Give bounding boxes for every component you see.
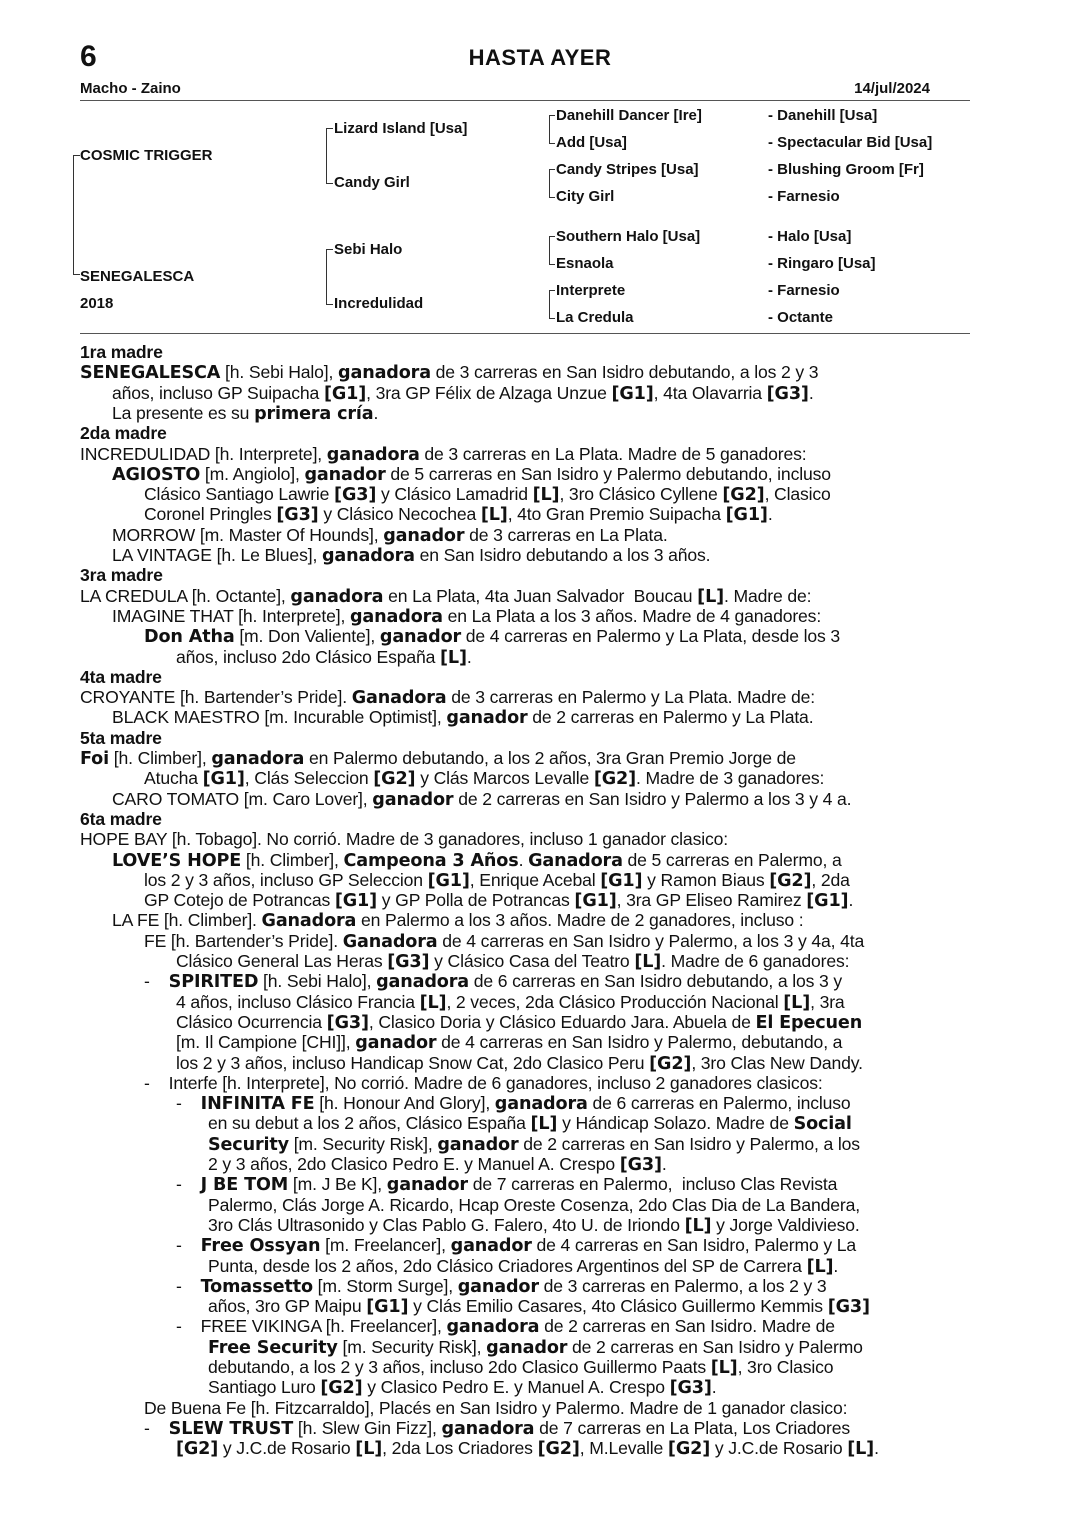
pedigree-divider <box>80 333 970 334</box>
horse-name: HASTA AYER <box>468 45 612 70</box>
text-line: Free Security [m. Security Risk], ganador de 2 carreras en San Isidro y Palermo <box>208 1336 863 1358</box>
text-line: Clásico Ocurrencia [G3], Clasico Doria y Clásico Eduardo Jara. Abuela de El Epecuen <box>176 1011 863 1033</box>
text-line: Coronel Pringles [G3] y Clásico Necochea [L], 4to Gran Premio Suipacha [G1]. <box>144 504 773 526</box>
pedigree-gen4-8: - Octante <box>768 309 834 326</box>
text-line: LA VINTAGE [h. Le Blues], ganadora en San Isidro debutando a los 3 años. <box>112 545 711 566</box>
pedigree-gen3-4: City Girl <box>556 188 615 205</box>
gen3-bracket-2 <box>549 169 555 198</box>
foaling-year: 2018 <box>80 295 114 312</box>
text-line: Atucha [G1], Clás Seleccion [G2] y Clás Marcos Levalle [G2]. Madre de 3 ganadores: <box>144 768 825 790</box>
pedigree-gen4-7: - Farnesio <box>768 282 840 299</box>
pedigree-gen3-8: La Credula <box>556 309 634 326</box>
text-line: INCREDULIDAD [h. Interprete], ganadora de 3 carreras en La Plata. Madre de 5 ganadores: <box>80 443 807 465</box>
dam-name: SENEGALESCA <box>80 268 195 285</box>
pedigree-gen2-3: Sebi Halo <box>334 241 403 258</box>
text-line: Santiago Luro [G2] y Clasico Pedro E. y Manuel A. Crespo [G3]. <box>208 1377 717 1399</box>
text-line: SENEGALESCA [h. Sebi Halo], ganadora de 3 carreras en San Isidro debutando, a los 2 y 3 <box>80 362 819 384</box>
text-line: Punta, desde los 2 años, 2do Clásico Criadores Argentinos del SP de Carrera [L]. <box>208 1255 839 1277</box>
text-line: - Interfe [h. Interprete], No corrió. Madre de 6 ganadores, incluso 2 ganadores clasicos: <box>144 1072 823 1093</box>
text-line: - Free Ossyan [m. Freelancer], ganador de 4 carreras en San Isidro, Palermo y La <box>176 1235 857 1257</box>
section-heading: 6ta madre <box>80 808 162 829</box>
pedigree-gen2-4: Incredulidad <box>334 295 424 312</box>
pedigree-gen3-5: Southern Halo [Usa] <box>556 228 701 245</box>
gen3-bracket-4 <box>549 290 555 319</box>
text-line: - INFINITA FE [h. Honour And Glory], ganadora de 6 carreras en Palermo, incluso <box>176 1093 851 1115</box>
text-line: MORROW [m. Master Of Hounds], ganador de 3 carreras en La Plata. <box>112 524 668 546</box>
text-line: GP Cotejo de Potrancas [G1] y GP Polla de Potrancas [G1], 3ra GP Eliseo Ramirez [G1]. <box>144 890 854 912</box>
dam-line-bracket <box>326 249 333 305</box>
text-line: AGIOSTO [m. Angiolo], ganador de 5 carreras en San Isidro y Palermo debutando, incluso <box>112 463 831 485</box>
pedigree-gen4-1: - Danehill [Usa] <box>768 107 878 124</box>
sire-name: COSMIC TRIGGER <box>80 147 213 164</box>
sex-color: Macho - Zaino <box>80 80 181 97</box>
gen3-bracket-1 <box>549 115 555 144</box>
text-line: FE [h. Bartender’s Pride]. Ganadora de 4 carreras en San Isidro y Palermo, a los 3 y 4a, 4ta <box>144 930 865 952</box>
text-line: CARO TOMATO [m. Caro Lover], ganador de 2 carreras en San Isidro y Palermo a los 3 y 4 a. <box>112 788 852 810</box>
lot-number: 6 <box>80 40 97 73</box>
pedigree-gen4-2: - Spectacular Bid [Usa] <box>768 134 933 151</box>
catalog-date: 14/jul/2024 <box>854 80 930 97</box>
text-line: Foi [h. Climber], ganadora en Palermo debutando, a los 2 años, 3ra Gran Premio Jorge de <box>80 748 796 769</box>
text-line: 3ro Clás Ultrasonido y Clas Pablo G. Falero, 4to U. de Iriondo [L] y Jorge Valdivieso. <box>208 1214 860 1236</box>
gen3-bracket-3 <box>549 236 555 265</box>
sire-line-bracket <box>326 128 333 184</box>
text-line: Security [m. Security Risk], ganador de 2 carreras en San Isidro y Palermo, a los <box>208 1133 860 1155</box>
sire-dam-bracket <box>73 155 80 275</box>
text-line: años, incluso GP Suipacha [G1], 3ra GP Félix de Alzaga Unzue [G1], 4ta Olavarria [G3]. <box>112 382 814 404</box>
text-line: De Buena Fe [h. Fitzcarraldo], Placés en San Isidro y Palermo. Madre de 1 ganador clasico: <box>144 1397 848 1418</box>
pedigree-gen4-6: - Ringaro [Usa] <box>768 255 876 272</box>
text-line: los 2 y 3 años, incluso GP Seleccion [G1], Enrique Acebal [G1] y Ramon Biaus [G2], 2da <box>144 869 850 891</box>
text-line: Don Atha [m. Don Valiente], ganador de 4 carreras en Palermo y La Plata, desde los 3 <box>144 626 841 648</box>
text-line: 4 años, incluso Clásico Francia [L], 2 veces, 2da Clásico Producción Nacional [L], 3ra <box>176 991 845 1013</box>
text-line: Clásico Santiago Lawrie [G3] y Clásico Lamadrid [L], 3ro Clásico Cyllene [G2], Clasico <box>144 484 831 506</box>
pedigree-gen4-5: - Halo [Usa] <box>768 228 852 245</box>
section-heading: 5ta madre <box>80 727 162 748</box>
text-line: los 2 y 3 años, incluso Handicap Snow Cat, 2do Clasico Peru [G2], 3ro Clas New Dandy. <box>176 1052 863 1074</box>
text-line: [m. Il Campione [CHI]], ganador de 4 carreras en San Isidro y Palermo, debutando, a <box>176 1032 843 1054</box>
top-divider <box>80 100 970 101</box>
text-line: - Tomassetto [m. Storm Surge], ganador de 3 carreras en Palermo, a los 2 y 3 <box>176 1275 827 1297</box>
text-line: BLACK MAESTRO [m. Incurable Optimist], ganador de 2 carreras en Palermo y La Plata. <box>112 707 814 729</box>
pedigree-gen3-1: Danehill Dancer [Ire] <box>556 107 702 124</box>
pedigree-gen4-4: - Farnesio <box>768 188 840 205</box>
text-line: 2 y 3 años, 2do Clasico Pedro E. y Manuel A. Crespo [G3]. <box>208 1154 667 1175</box>
text-line: en su debut a los 2 años, Clásico España [L] y Hándicap Solazo. Madre de Social <box>208 1113 852 1135</box>
pedigree-gen2-2: Candy Girl <box>334 174 410 191</box>
section-heading: 1ra madre <box>80 342 163 362</box>
pedigree-gen2-1: Lizard Island [Usa] <box>334 120 468 137</box>
text-line: - SPIRITED [h. Sebi Halo], ganadora de 6 carreras en San Isidro debutando, a los 3 y <box>144 971 843 993</box>
pedigree-gen3-6: Esnaola <box>556 255 614 272</box>
pedigree-gen3-7: Interprete <box>556 282 626 299</box>
text-line: LOVE’S HOPE [h. Climber], Campeona 3 Años. Ganadora de 5 carreras en Palermo, a <box>112 849 842 871</box>
section-heading: 4ta madre <box>80 666 162 687</box>
text-line: - J BE TOM [m. J Be K], ganador de 7 carreras en Palermo, incluso Clas Revista <box>176 1174 838 1196</box>
text-line: años, 3ro GP Maipu [G1] y Clás Emilio Casares, 4to Clásico Guillermo Kemmis [G3] <box>208 1296 870 1318</box>
text-line: Palermo, Clás Jorge A. Ricardo, Hcap Oreste Cosenza, 2do Clas Dia de La Bandera, <box>208 1194 861 1215</box>
text-line: - FREE VIKINGA [h. Freelancer], ganadora de 2 carreras en San Isidro. Madre de <box>176 1316 835 1338</box>
pedigree-gen3-3: Candy Stripes [Usa] <box>556 161 699 178</box>
text-line: LA CREDULA [h. Octante], ganadora en La Plata, 4ta Juan Salvador Boucau [L]. Madre de: <box>80 585 812 607</box>
text-line: HOPE BAY [h. Tobago]. No corrió. Madre de 3 ganadores, incluso 1 ganador clasico: <box>80 829 728 850</box>
text-line: - SLEW TRUST [h. Slew Gin Fizz], ganadora de 7 carreras en La Plata, Los Criadores <box>144 1417 851 1439</box>
text-line: IMAGINE THAT [h. Interprete], ganadora en La Plata a los 3 años. Madre de 4 ganadores: <box>112 605 822 627</box>
text-line: años, incluso 2do Clásico España [L]. <box>176 646 472 668</box>
text-line: CROYANTE [h. Bartender’s Pride]. Ganadora de 3 carreras en Palermo y La Plata. Madre de: <box>80 687 815 709</box>
section-heading: 3ra madre <box>80 565 163 586</box>
text-line: [G2] y J.C.de Rosario [L], 2da Los Criadores [G2], M.Levalle [G2] y J.C.de Rosario [L]. <box>176 1438 879 1460</box>
section-heading: 2da madre <box>80 423 167 444</box>
pedigree-gen3-2: Add [Usa] <box>556 134 627 151</box>
text-line: Clásico General Las Heras [G3] y Clásico Casa del Teatro [L]. Madre de 6 ganadores: <box>176 951 850 972</box>
text-line: debutando, a los 2 y 3 años, incluso 2do Clasico Guillermo Paats [L], 3ro Clasico <box>208 1357 834 1378</box>
text-line: La presente es su primera cría. <box>112 402 379 424</box>
pedigree-gen4-3: - Blushing Groom [Fr] <box>768 161 924 178</box>
text-line: LA FE [h. Climber]. Ganadora en Palermo a los 3 años. Madre de 2 ganadores, incluso : <box>112 910 804 932</box>
